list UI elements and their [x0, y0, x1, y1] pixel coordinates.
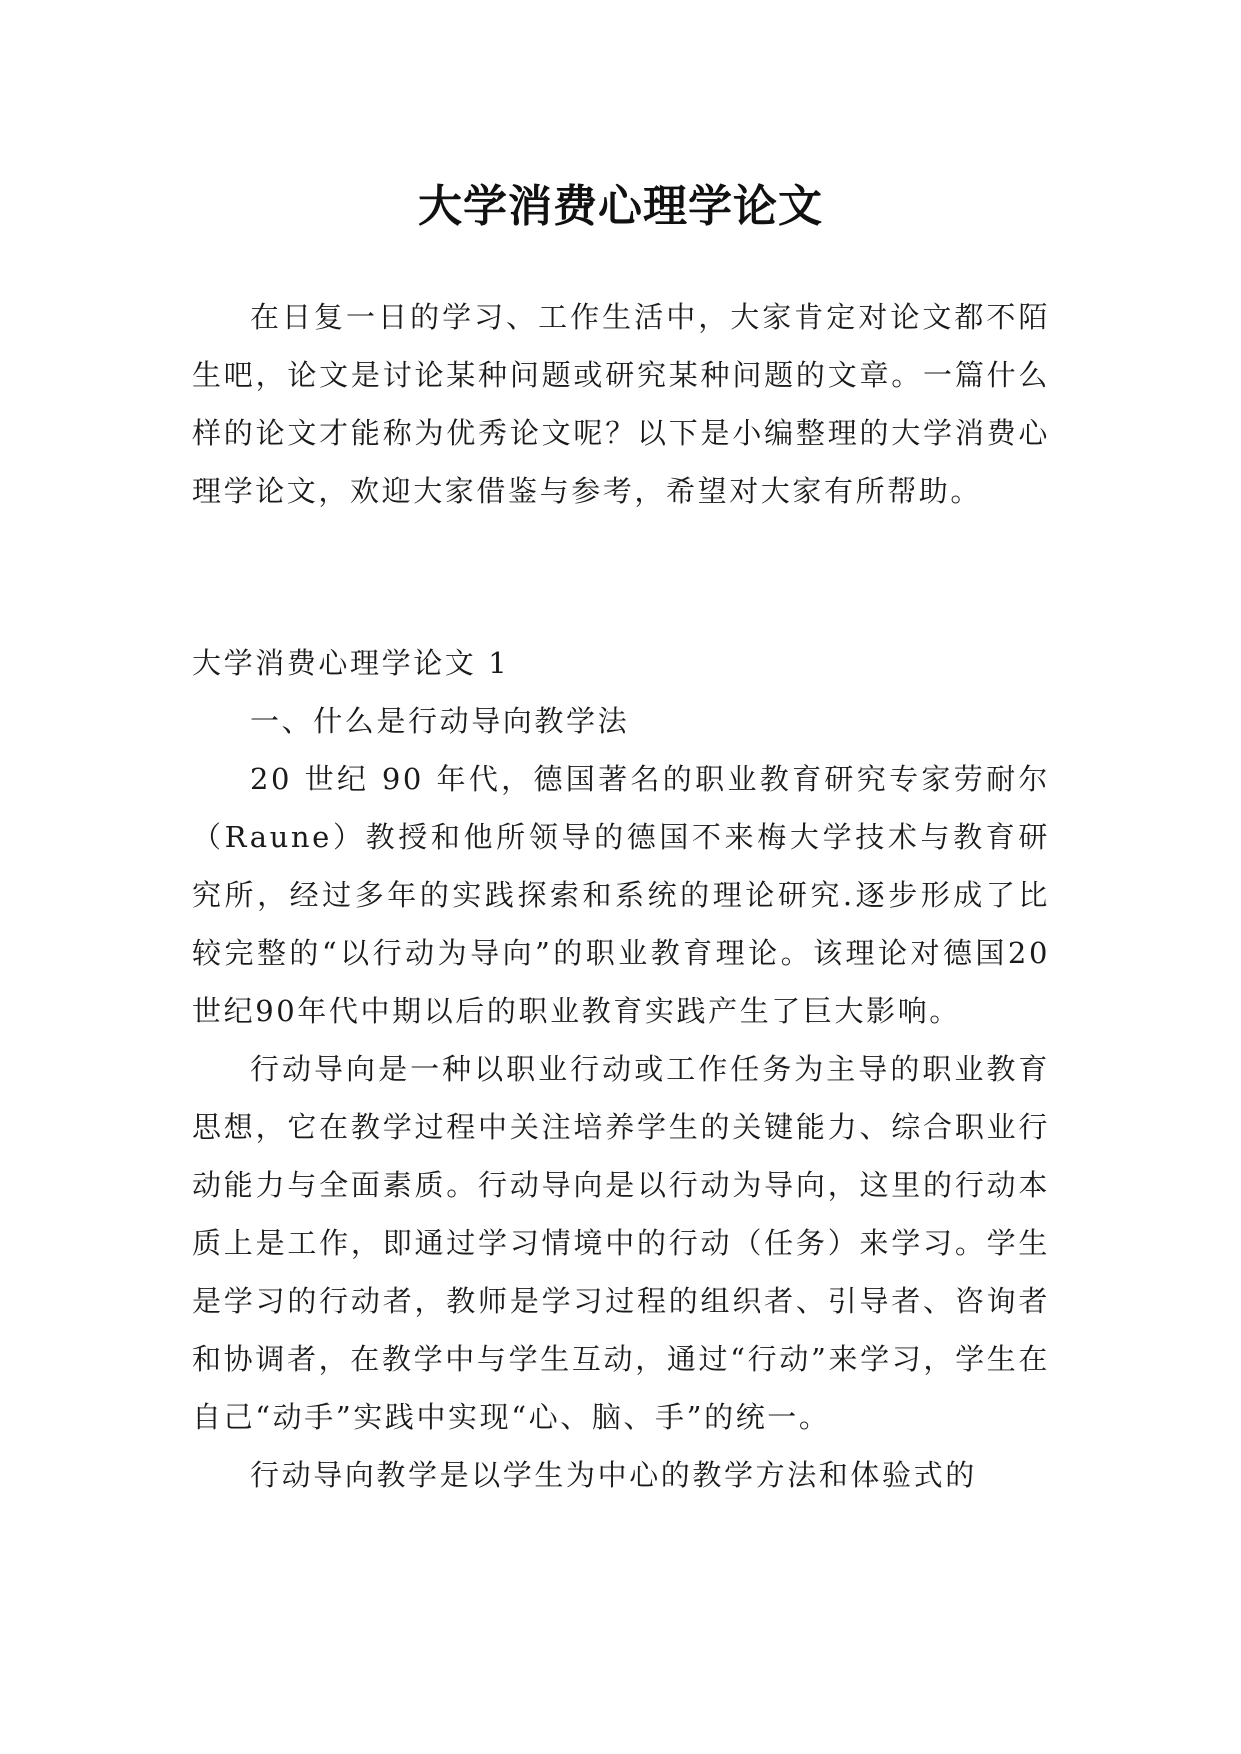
- section-title: 大学消费心理学论文 1: [192, 646, 510, 680]
- body-paragraph-1: 20 世纪 90 年代，德国著名的职业教育研究专家劳耐尔（Raune）教授和他所领导的德国不来梅大学技术与教育研究所，经过多年的实践探索和系统的理论研究.逐步形成了比较完整的“以行动为导向”的职业教育理论。该理论对德国20世纪90年代中期以后的职业教育实践产生了巨大影响。: [192, 762, 1050, 1028]
- intro-block: [192, 288, 1050, 520]
- document-title: 大学消费心理学论文: [418, 181, 823, 233]
- section-block: [192, 634, 1050, 1504]
- body-paragraph-3: 行动导向教学是以学生为中心的教学方法和体验式的: [250, 1458, 977, 1492]
- intro-paragraph: 在日复一日的学习、工作生活中，大家肯定对论文都不陌生吧，论文是讨论某种问题或研究某种问题的文章。一篇什么样的论文才能称为优秀论文呢？以下是小编整理的大学消费心理学论文，欢迎大家借鉴与参考，希望对大家有所帮助。: [192, 300, 1050, 508]
- body-paragraph-2: 行动导向是一种以职业行动或工作任务为主导的职业教育思想，它在教学过程中关注培养学生的关键能力、综合职业行动能力与全面素质。行动导向是以行动为导向，这里的行动本质上是工作，即通过学习情境中的行动（任务）来学习。学生是学习的行动者，教师是学习过程的组织者、引导者、咨询者和协调者，在教学中与学生互动，通过“行动”来学习，学生在自己“动手”实践中实现“心、脑、手”的统一。: [192, 1052, 1050, 1434]
- subheading: 一、什么是行动导向教学法: [250, 704, 630, 738]
